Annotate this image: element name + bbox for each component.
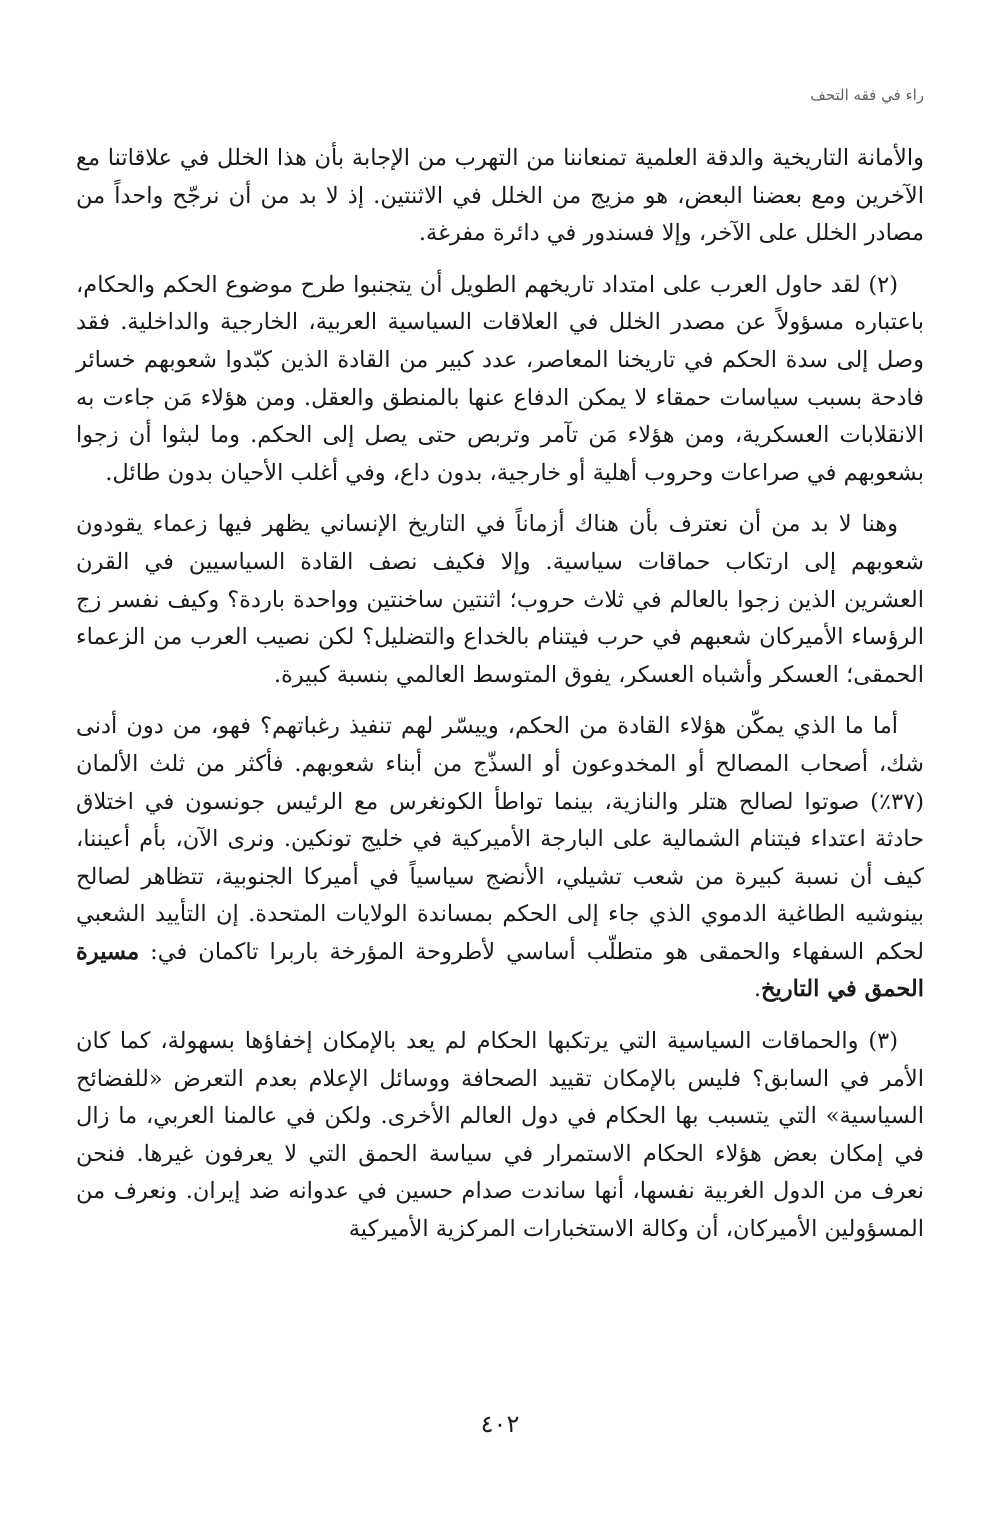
end-punctuation: .	[753, 976, 762, 1003]
paragraph: والأمانة التاريخية والدقة العلمية تمنعاننا من التهرب من الإجابة بأن هذا الخلل في علاقاتنا مع الآخرين ومع بعضنا البعض، هو مزيج من الخلل في الاثنتين. إذ لا بد من أن نرجّح واحداً من مصادر الخلل على الآخر، وإلا فسندور في دائرة مفرغة.	[76, 145, 924, 247]
body-text	[76, 140, 924, 1263]
running-header: راء في فقه التحف	[810, 86, 924, 104]
book-title: مسيرة الحمق في التاريخ	[76, 938, 924, 1003]
paragraph: (٣) والحماقات السياسية التي يرتكبها الحكام لم يعد بالإمكان إخفاؤها بسهولة، كما كان الأمر في السابق؟ فليس بالإمكان تقييد الصحافة ووسائل الإعلام بعدم التعرض «للفضائح السياسية» التي يتسبب بها الحكام في دول العالم الأخرى. ولكن في عالمنا العربي، ما زال في إمكان بعض هؤلاء الحكام الاستمرار في سياسة الحمق التي لا يعرفون غيرها. فنحن نعرف من الدول الغربية نفسها، أنها ساندت صدام حسين في عدوانه ضد إيران. ونعرف من المسؤولين الأميركان، أن وكالة الاستخبارات المركزية الأميركية	[76, 1028, 924, 1243]
paragraph	[76, 708, 924, 1009]
paragraph: وهنا لا بد من أن نعترف بأن هناك أزماناً في التاريخ الإنساني يظهر فيها زعماء يقودون شعوبهم إلى ارتكاب حماقات سياسية. وإلا فكيف نصف القادة السياسيين في القرن العشرين الذين زجوا بالعالم في ثلاث حروب؛ اثنتين ساخنتين وواحدة باردة؟ وكيف نفسر زج الرؤساء الأميركان شعبهم في حرب فيتنام بالخداع والتضليل؟ لكن نصيب العرب من الزعماء الحمقى؛ العسكر وأشباه العسكر، يفوق المتوسط العالمي بنسبة كبيرة.	[76, 511, 924, 688]
paragraph: (٢) لقد حاول العرب على امتداد تاريخهم الطويل أن يتجنبوا طرح موضوع الحكم والحكام، باعتباره مسؤولاً عن مصدر الخلل في العلاقات السياسية العربية، الخارجية والداخلية. فقد وصل إلى سدة الحكم في تاريخنا المعاصر، عدد كبير من القادة الذين كبّدوا شعوبهم خسائر فادحة بسبب سياسات حمقاء لا يمكن الدفاع عنها بالمنطق والعقل. ومن هؤلاء مَن جاءت به الانقلابات العسكرية، ومن هؤلاء مَن تآمر وتربص حتى يصل إلى الحكم. وما لبثوا أن زجوا بشعوبهم في صراعات وحروب أهلية أو خارجية، بدون داع، وفي أغلب الأحيان بدون طائل.	[76, 271, 924, 486]
paragraph-text: أما ما الذي يمكّن هؤلاء القادة من الحكم، وييسّر لهم تنفيذ رغباتهم؟ فهو، من دون أدنى شك، أصحاب المصالح أو المخدوعون أو السذّج من أبناء شعوبهم. فأكثر من ثلث الألمان (٣٧٪) صوتوا لصالح هتلر والنازية، بينما تواطأ الكونغرس مع الرئيس جونسون في اختلاق حادثة اعتداء فيتنام الشمالية على البارجة الأميركية في خليج تونكين. ونرى الآن، بأم أعيننا، كيف أن نسبة كبيرة من شعب تشيلي، الأنضج سياسياً في أميركا الجنوبية، تتظاهر لصالح بينوشيه الطاغية الدموي الذي جاء إلى الحكم بمساندة الولايات المتحدة. إن التأييد الشعبي لحكم السفهاء والحمقى هو متطلّب أساسي لأطروحة المؤرخة باربرا تاكمان في:	[76, 713, 924, 965]
page-number: ٤٠٢	[480, 1410, 520, 1438]
